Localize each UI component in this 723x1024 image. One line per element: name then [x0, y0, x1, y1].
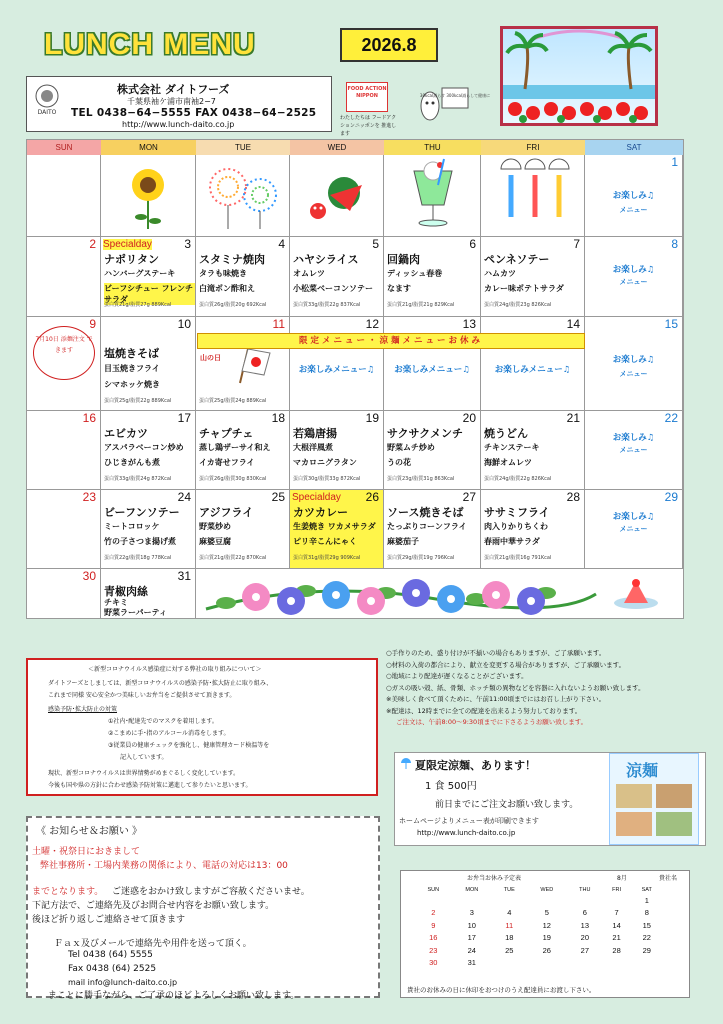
summer-order-note: 前日までにご注文お願い致します。 — [435, 800, 579, 810]
cell-aug-8: 8 お楽しみ♫ メニュー — [585, 237, 683, 317]
specialday-badge: Specialday — [103, 239, 152, 250]
cell-aug-21: 21 焼うどん チキンステーキ 海鮮オムレツ 蛋白質24g/脂質22g 826Kcal — [481, 411, 585, 490]
notices-list: ○手作りのため、盛り付けが不揃いの場合もありますが、ご了承願います。 ○材料の入荷の都合により、献立を変更する場合がありますが、ご了承願います。 ○地域により配達が遅くなることがございます。 ○ガスの吸い殻、紙、骨類、ホッチ類の異物などを容器に入れないようお願い致します。 ※美味しく食べて頂くために、午前11:00頃までにはお召し上がり下さい。 ※配達は、12時までに全ての配達を出来るよう努力しております。 ご注文は、午前8:00〜9:30頃までに下さるようお願い致します。 — [386, 649, 645, 726]
cell-aug-12: 12 お楽しみメニュー♫ — [290, 317, 384, 411]
cell-aug-23: 23 — [27, 490, 101, 569]
cell-aug-1: 1 お楽しみ♫ メニュー — [585, 155, 683, 237]
corona-notice: ＜新型コロナウイルス感染症に対する弊社の取り組みについて＞ ダイトフーズとしましては、新型コロナウイルスの感染予防･拡大防止に取り組み、 これまで同様 安心安全かつ美味しいお弁当をご提供させて頂きます。 感染予防･拡大防止の対策 ①社内･配達先でのマスクを着用します。 ②こまめに手･指のアルコール消毒をします。 ③従業員の健康チェックを強化し、健康管理カード検温等を 記入しています。 現状、新型コロナウイルスは世界情勢がめまぐるしく変化しています。 今後も国や県の方針に合わせ感染予防対策に邁進して参りたいと思います。 — [26, 658, 378, 796]
announcements-title: 《 お知らせ＆お願い 》 — [36, 826, 143, 837]
summer-noodles-box — [394, 752, 706, 846]
menu-title: LUNCH MENU — [44, 28, 256, 61]
limited-menu-banner: 限定メニュー・涼麺メニューお休み — [197, 333, 585, 349]
cell-aug-15: 15 お楽しみ♫ メニュー — [585, 317, 683, 411]
cell-aug-19: 19 若鶏唐揚 大根洋風煮 マカロニグラタン 蛋白質30g/脂質33g 872Kcal — [290, 411, 384, 490]
cell-aug-22: 22 お楽しみ♫ メニュー — [585, 411, 683, 490]
food-action-logo: FOOD ACTION NIPPON — [346, 82, 388, 112]
specialday-badge: Specialday — [292, 492, 341, 503]
cell-aug-28: 28 ササミフライ 肉入りかりちくわ 春雨中華サラダ 蛋白質21g/脂質16g 791Kcal — [481, 490, 585, 569]
cell-aug-6: 6 回鍋肉 ディッシュ春巻 なます 蛋白質21g/脂質21g 829Kcal — [384, 237, 481, 317]
svg-text:30kcal減らす 300kcal減らして健康に: 30kcal減らす 300kcal減らして健康に — [419, 93, 491, 98]
cell-watermelon — [290, 155, 384, 237]
cell-aug-20: 20 サクサクメンチ 野菜ムチ炒め うの花 蛋白質23g/脂質31g 863Kcal — [384, 411, 481, 490]
cell-aug-2: 2 — [27, 237, 101, 317]
month-label: 2026.8 — [340, 28, 438, 62]
cell-aug-4: 4 スタミナ焼肉 タラも味焼き 白滝ポン酢和え 蛋白質26g/脂質20g 692Kcal — [196, 237, 290, 317]
cell-wind-chimes — [481, 155, 585, 237]
cell-aug-5: 5 ハヤシライス オムレツ 小松菜ベーコンソテー 蛋白質33g/脂質22g 837Kcal — [290, 237, 384, 317]
cell-aug-17: 17 エビカツ アスパラベーコン炒め ひじきがんも煮 蛋白質33g/脂質24g 872Kcal — [101, 411, 196, 490]
cell-aug-13: 13 お楽しみメニュー♫ — [384, 317, 481, 411]
holiday-label: 山の日 — [200, 354, 221, 362]
cell-aug-30: 30 — [27, 569, 101, 619]
cell-aug-26: Specialday 26 カツカレー 生姜焼き ワカメサラダ ピリ辛こんにゃく 蛋白質31g/脂質29g 909Kcal — [290, 490, 384, 569]
mini-calendar-table: SUN MON TUE WED THU FRI SAT 1 2 3 4 5 6 7 8 9 10 11 12 13 14 15 16 17 18 19 20 21 22 23 24 25 26 27 28 29 30 31 — [427, 886, 652, 968]
memo-bubble: 7月10日 添麺注文 できます — [33, 326, 95, 380]
company-name: 株式会社 ダイトフーズ — [117, 83, 230, 96]
company-logo — [33, 83, 61, 117]
cell-fireworks — [196, 155, 290, 237]
chime-icon — [399, 755, 413, 769]
summer-title: 夏限定涼麺、あります！ — [415, 759, 536, 772]
holiday-schedule-form: お弁当お休み予定表 8月 貴社名 SUN MON TUE WED THU FRI SAT 1 2 3 4 5 6 7 8 9 10 11 12 13 14 15 16 17 18 19 20 21 22 23 24 25 26 27 28 29 30 31 貴社のお休みの日に休印をおつけのうえ配達員にお渡し下さい。 — [400, 870, 690, 998]
cell-sunflower — [101, 155, 196, 237]
dayhead-sun: SUN — [27, 140, 101, 155]
beach-illustration — [500, 26, 658, 126]
mascot-illustration — [414, 82, 491, 128]
cell-cream-soda — [384, 155, 481, 237]
company-url[interactable]: http://www.lunch-daito.co.jp — [122, 120, 235, 129]
cell-aug-29: 29 お楽しみ♫ メニュー — [585, 490, 683, 569]
summer-url[interactable]: http://www.lunch-daito.co.jp — [417, 829, 516, 837]
cell-aug-3: Specialday 3 ナポリタン ハンバーグステーキ ビーフシチュー フレンチサラダ 蛋白質21g/脂質27g 889Kcal — [101, 237, 196, 317]
cell-aug-9: 9 — [27, 317, 101, 411]
dayhead-thu: THU — [384, 140, 481, 155]
svg-text:DAITO: DAITO — [37, 109, 57, 116]
dayhead-wed: WED — [290, 140, 384, 155]
cell-aug-14: 14 お楽しみメニュー♫ — [481, 317, 585, 411]
cell-aug-10: 10 塩焼きそば 目玉焼きフライ シマホッケ焼き 蛋白質25g/脂質22g 889Kcal — [101, 317, 196, 411]
menu-calendar — [26, 139, 684, 619]
cell-aug-16: 16 — [27, 411, 101, 490]
summer-price: 1 食 500円 — [425, 781, 477, 792]
cell-aug-11: 11 山の日 蛋白質25g/脂質24g 889Kcal — [196, 317, 290, 411]
company-tel-fax: TEL 0438−64−5555 FAX 0438−64−2525 — [71, 107, 317, 119]
morning-glory-illustration — [196, 569, 683, 619]
cell-aug-24: 24 ビーフンソテー ミートコロッケ 竹の子さつま揚げ煮 蛋白質22g/脂質18g 778Kcal — [101, 490, 196, 569]
fun-menu-label: お楽しみ♫ — [612, 191, 655, 201]
food-action-note: わたしたちは フードアクションニッポンを 推進します — [340, 115, 397, 137]
japan-flag-icon — [234, 345, 274, 385]
company-address: 千葉県袖ケ浦市南袖2−7 — [127, 97, 216, 106]
dayhead-tue: TUE — [196, 140, 290, 155]
cell-aug-18: 18 チャプチェ 蒸し鶏ザーサイ和え イカ寄せフライ 蛋白質26g/脂質30g 830Kcal — [196, 411, 290, 490]
dayhead-fri: FRI — [481, 140, 585, 155]
cell-blank — [27, 155, 101, 237]
fun-menu-sub: メニュー — [619, 206, 648, 214]
dayhead-sat: SAT — [585, 140, 683, 155]
announcements-box: 《 お知らせ＆お願い 》 土曜・祝祭日におきまして 弊社事務所・工場内業務の関係により、電話の対応は13：00 までとなります。 ご迷惑をおかけ致しますがご容赦くださいませ。 下記方法で、ご連絡先及びお問合せ内容をお願い致します。 後ほど折り返しご連絡させて頂きます Ｆａｘ及びメールで連絡先や用件を送って頂く。 Tel 0438 (64) 5555 Fax 0438 (64) 2525 mail info@lunch-daito.co.jp まことに勝手ながら、ご了承のほどよろしくお願い致します。 — [26, 816, 380, 998]
cell-aug-31: 31 青椒肉絲 チキミ 野菜ラーパーティ — [101, 569, 196, 619]
summer-hp-note: ホームページよりメニュー表が印刷できます — [399, 817, 539, 825]
cell-aug-25: 25 アジフライ 野菜炒め 麻婆豆腐 蛋白質21g/脂質22g 870Kcal — [196, 490, 290, 569]
cell-aug-27: 27 ソース焼きそば たっぷりコーンフライ 麻婆茄子 蛋白質29g/脂質19g 796Kcal — [384, 490, 481, 569]
noodle-flyer-image: 涼麺 — [609, 753, 699, 845]
dayhead-mon: MON — [101, 140, 196, 155]
cell-aug-7: 7 ペンネソテー ハムカツ カレー味ポテトサラダ 蛋白質24g/脂質23g 826Kcal — [481, 237, 585, 317]
